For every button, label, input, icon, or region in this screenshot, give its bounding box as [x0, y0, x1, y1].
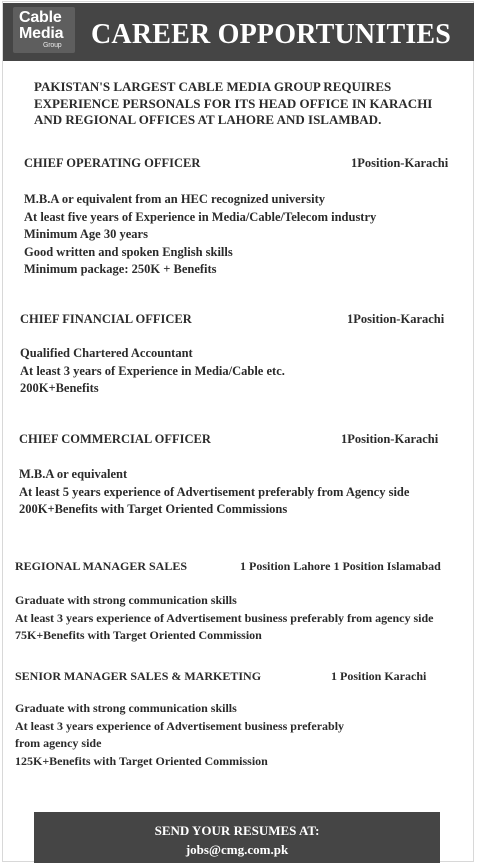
requirement-item: 125K+Benefits with Target Oriented Commission [15, 753, 268, 768]
position-location: 1Position-Karachi [351, 156, 449, 170]
requirement-item: M.B.A or equivalent from an HEC recognized university [24, 192, 326, 206]
requirement-item: At least 3 years experience of Advertisement business preferably from agency side [15, 610, 434, 625]
requirement-item: from agency side [15, 736, 102, 750]
position-title: CHIEF FINANCIAL OFFICER [20, 312, 192, 326]
logo-text-cable: Cable [19, 9, 62, 26]
position-header [20, 311, 456, 327]
requirement-item: M.B.A or equivalent [19, 467, 128, 481]
requirement-item: Minimum Age 30 years [24, 227, 148, 241]
position-location: 1 Position Karachi [331, 669, 427, 683]
requirement-item: Minimum package: 250K + Benefits [24, 262, 217, 276]
requirement-item: 200K+Benefits with Target Oriented Commissions [19, 502, 288, 516]
requirement-item: 200K+Benefits [20, 381, 99, 395]
requirements-list [20, 345, 285, 398]
position-title: CHIEF OPERATING OFFICER [24, 156, 201, 170]
intro-paragraph: PAKISTAN'S LARGEST CABLE MEDIA GROUP REQUIRES EXPERIENCE PERSONALS FOR ITS HEAD OFFICE IN KARACHI AND REGIONAL OFFICES AT LAHORE AND ISLAMBAD. [34, 79, 433, 127]
position-header [19, 431, 455, 447]
requirement-item: Graduate with strong communication skills [15, 593, 237, 607]
page-title: CAREER OPPORTUNITIES [91, 19, 452, 50]
requirement-item: At least 3 years of Experience in Media/Cable etc. [20, 363, 285, 378]
position-location: 1 Position Lahore 1 Position Islamabad [240, 559, 441, 573]
position-header [15, 558, 460, 574]
position-title: REGIONAL MANAGER SALES [15, 559, 188, 573]
requirements-list [19, 466, 409, 519]
requirement-item: At least 3 years experience of Advertisement business preferably [15, 718, 345, 733]
header-banner [3, 3, 474, 61]
requirement-item: Qualified Chartered Accountant [20, 346, 193, 360]
cable-media-group-logo [13, 7, 75, 53]
logo-text-media: Media [19, 25, 64, 42]
requirements-list [15, 700, 344, 770]
position-title: SENIOR MANAGER SALES & MARKETING [15, 669, 262, 683]
requirements-list [24, 191, 376, 279]
footer-banner [34, 812, 440, 863]
position-location: 1Position-Karachi [341, 432, 439, 446]
position-header [15, 668, 460, 684]
requirement-item: Good written and spoken English skills [24, 244, 233, 259]
footer-call-to-action: SEND YOUR RESUMES AT: [154, 823, 320, 838]
position-header [24, 155, 454, 171]
position-title: CHIEF COMMERCIAL OFFICER [19, 432, 211, 446]
position-location: 1Position-Karachi [347, 312, 445, 326]
requirement-item: At least five years of Experience in Media/Cable/Telecom industry [24, 209, 377, 224]
requirement-item: Graduate with strong communication skills [15, 701, 237, 715]
requirement-item: 75K+Benefits with Target Oriented Commission [15, 628, 262, 642]
logo-text-group: Group [43, 42, 62, 49]
footer-email: jobs@cmg.com.pk [185, 842, 289, 857]
requirements-list [15, 592, 433, 645]
requirement-item: At least 5 years experience of Advertisement preferably from Agency side [19, 484, 410, 499]
